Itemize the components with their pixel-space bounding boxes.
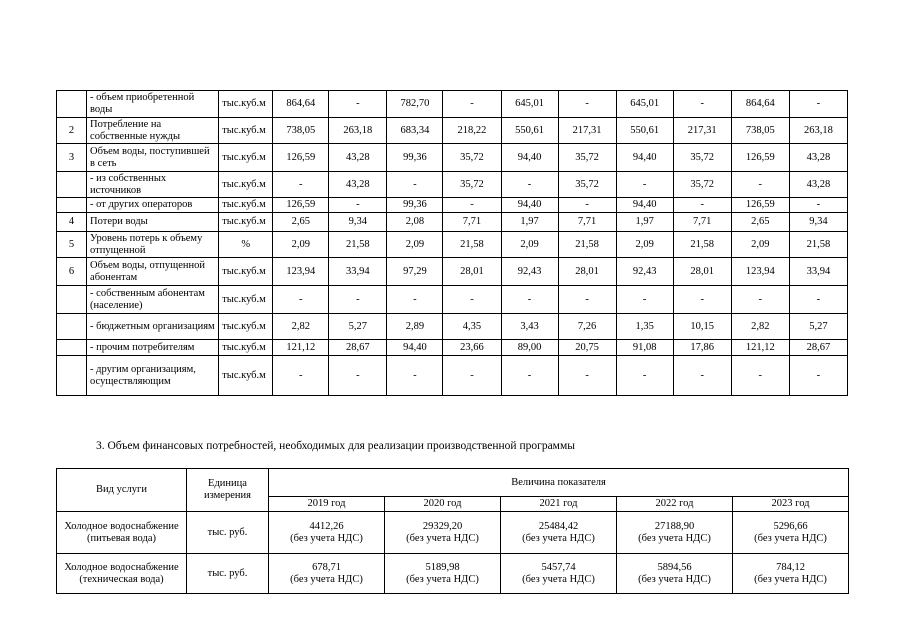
vat-note: (без учета НДС) (638, 573, 711, 585)
value-cell: 126,59 (273, 144, 329, 172)
value-cell: 28,01 (673, 258, 731, 286)
value-cell (501, 512, 617, 554)
value-cell: 35,72 (673, 172, 731, 198)
table-row (57, 91, 848, 118)
value-cell: 94,40 (501, 144, 558, 172)
value-cell: 43,28 (329, 172, 387, 198)
row-number (57, 314, 87, 340)
value-cell: 121,12 (731, 340, 789, 356)
value-cell: - (673, 356, 731, 396)
value-cell: 782,70 (387, 91, 443, 118)
row-name: - собственным абонентам (население) (87, 286, 219, 314)
value-cell: 7,71 (558, 213, 616, 232)
financial-needs-table (56, 468, 849, 594)
amount: 27188,90 (654, 520, 695, 532)
section-title: 3. Объем финансовых потребностей, необходимых для реализации производственной программы (96, 440, 575, 452)
service-name: Холодное водоснабжение (техническая вода) (57, 554, 187, 594)
vat-note: (без учета НДС) (406, 573, 479, 585)
unit-cell: тыс.куб.м (219, 356, 273, 396)
value-cell: 683,34 (387, 118, 443, 144)
value-cell: 23,66 (443, 340, 501, 356)
value-cell (385, 554, 501, 594)
amount: 5894,56 (657, 561, 692, 573)
value-cell: - (329, 286, 387, 314)
value-cell: 4,35 (443, 314, 501, 340)
value-cell: 89,00 (501, 340, 558, 356)
value-cell (617, 512, 733, 554)
unit-cell: тыс.куб.м (219, 340, 273, 356)
value-cell: 35,72 (673, 144, 731, 172)
value-cell: - (789, 91, 847, 118)
vat-note: (без учета НДС) (290, 532, 363, 544)
value-cell: - (501, 356, 558, 396)
unit-cell: % (219, 232, 273, 258)
value-cell: - (443, 198, 501, 213)
year-header: 2022 год (617, 497, 733, 512)
row-number: 2 (57, 118, 87, 144)
value-cell: 123,94 (731, 258, 789, 286)
value-cell (733, 512, 849, 554)
value-cell: 864,64 (731, 91, 789, 118)
value-cell: 5,27 (789, 314, 847, 340)
table-row (57, 213, 848, 232)
value-cell: 217,31 (673, 118, 731, 144)
table-row (57, 198, 848, 213)
value-cell: 43,28 (789, 172, 847, 198)
value-cell: - (731, 172, 789, 198)
amount: 784,12 (776, 561, 805, 573)
unit-cell: тыс.куб.м (219, 314, 273, 340)
unit-cell: тыс. руб. (187, 554, 269, 594)
value-cell: - (731, 356, 789, 396)
value-cell: 17,86 (673, 340, 731, 356)
value-cell: 43,28 (329, 144, 387, 172)
row-name: Объем воды, поступившей в сеть (87, 144, 219, 172)
value-cell: 92,43 (616, 258, 673, 286)
unit-cell: тыс.куб.м (219, 213, 273, 232)
value-cell: 5,27 (329, 314, 387, 340)
table-row (57, 258, 848, 286)
value-cell: 10,15 (673, 314, 731, 340)
value-cell: 2,08 (387, 213, 443, 232)
row-name: Потери воды (87, 213, 219, 232)
header-unit: Единица измерения (187, 469, 269, 512)
value-cell: 97,29 (387, 258, 443, 286)
row-number: 6 (57, 258, 87, 286)
value-cell: 94,40 (501, 198, 558, 213)
value-cell: 7,26 (558, 314, 616, 340)
table-row (57, 118, 848, 144)
value-cell: 864,64 (273, 91, 329, 118)
amount: 29329,20 (422, 520, 463, 532)
value-cell: - (329, 198, 387, 213)
service-name: Холодное водоснабжение (питьевая вода) (57, 512, 187, 554)
value-cell: - (558, 286, 616, 314)
value-cell: - (616, 356, 673, 396)
row-name: - объем приобретенной воды (87, 91, 219, 118)
value-cell: 1,97 (616, 213, 673, 232)
value-cell: 2,09 (501, 232, 558, 258)
row-name: - из собственных источников (87, 172, 219, 198)
row-number (57, 91, 87, 118)
year-header: 2021 год (501, 497, 617, 512)
vat-note: (без учета НДС) (754, 573, 827, 585)
value-cell: - (443, 286, 501, 314)
amount: 25484,42 (538, 520, 579, 532)
value-cell: 2,09 (616, 232, 673, 258)
value-cell: - (673, 286, 731, 314)
value-cell: 550,61 (501, 118, 558, 144)
value-cell: 3,43 (501, 314, 558, 340)
value-cell: 2,89 (387, 314, 443, 340)
value-cell: 2,82 (731, 314, 789, 340)
value-cell: 28,67 (789, 340, 847, 356)
unit-cell: тыс.куб.м (219, 198, 273, 213)
row-name: - от других операторов (87, 198, 219, 213)
value-cell: 1,97 (501, 213, 558, 232)
value-cell: 43,28 (789, 144, 847, 172)
value-cell: 1,35 (616, 314, 673, 340)
row-number (57, 356, 87, 396)
value-cell: 126,59 (731, 144, 789, 172)
value-cell (269, 554, 385, 594)
value-cell: 738,05 (273, 118, 329, 144)
value-cell: 121,12 (273, 340, 329, 356)
value-cell: 7,71 (443, 213, 501, 232)
value-cell: 2,09 (387, 232, 443, 258)
value-cell (501, 554, 617, 594)
value-cell: - (558, 356, 616, 396)
row-name: - прочим потребителям (87, 340, 219, 356)
vat-note: (без учета НДС) (638, 532, 711, 544)
value-cell: 28,01 (558, 258, 616, 286)
value-cell: - (616, 286, 673, 314)
row-number: 3 (57, 144, 87, 172)
value-cell: 33,94 (329, 258, 387, 286)
vat-note: (без учета НДС) (522, 573, 595, 585)
value-cell: - (558, 91, 616, 118)
unit-cell: тыс.куб.м (219, 91, 273, 118)
header-row (57, 469, 849, 497)
value-cell: 126,59 (273, 198, 329, 213)
value-cell: 35,72 (443, 172, 501, 198)
year-header: 2023 год (733, 497, 849, 512)
table-row (57, 512, 849, 554)
value-cell: 20,75 (558, 340, 616, 356)
table-row (57, 232, 848, 258)
table-row (57, 286, 848, 314)
value-cell: 9,34 (329, 213, 387, 232)
value-cell: - (273, 286, 329, 314)
value-cell: 123,94 (273, 258, 329, 286)
value-cell: 21,58 (443, 232, 501, 258)
value-cell: 217,31 (558, 118, 616, 144)
table-row (57, 340, 848, 356)
year-header: 2020 год (385, 497, 501, 512)
value-cell: 21,58 (673, 232, 731, 258)
value-cell: 218,22 (443, 118, 501, 144)
value-cell: 645,01 (501, 91, 558, 118)
row-name: Объем воды, отпущенной абонентам (87, 258, 219, 286)
value-cell: - (387, 356, 443, 396)
unit-cell: тыс.куб.м (219, 258, 273, 286)
unit-cell: тыс.куб.м (219, 172, 273, 198)
row-number: 4 (57, 213, 87, 232)
vat-note: (без учета НДС) (754, 532, 827, 544)
value-cell: 645,01 (616, 91, 673, 118)
year-header: 2019 год (269, 497, 385, 512)
value-cell: - (501, 286, 558, 314)
value-cell: - (673, 198, 731, 213)
row-name: - другим организациям, осуществляющим (87, 356, 219, 396)
value-cell: 2,09 (731, 232, 789, 258)
amount: 5189,98 (425, 561, 460, 573)
value-cell: 2,82 (273, 314, 329, 340)
production-table (56, 90, 848, 396)
value-cell: - (443, 356, 501, 396)
value-cell: - (789, 198, 847, 213)
row-number (57, 198, 87, 213)
table-row (57, 144, 848, 172)
value-cell: 35,72 (558, 144, 616, 172)
value-cell: 91,08 (616, 340, 673, 356)
value-cell: - (731, 286, 789, 314)
value-cell: 738,05 (731, 118, 789, 144)
vat-note: (без учета НДС) (406, 532, 479, 544)
vat-note: (без учета НДС) (522, 532, 595, 544)
table-row (57, 314, 848, 340)
value-cell: 21,58 (329, 232, 387, 258)
amount: 5296,66 (773, 520, 808, 532)
value-cell (269, 512, 385, 554)
value-cell: 21,58 (789, 232, 847, 258)
value-cell: 9,34 (789, 213, 847, 232)
value-cell: 94,40 (616, 198, 673, 213)
value-cell: 7,71 (673, 213, 731, 232)
value-cell: - (329, 356, 387, 396)
vat-note: (без учета НДС) (290, 573, 363, 585)
value-cell (385, 512, 501, 554)
row-number (57, 286, 87, 314)
row-number (57, 340, 87, 356)
unit-cell: тыс. руб. (187, 512, 269, 554)
amount: 4412,26 (309, 520, 344, 532)
value-cell: - (789, 286, 847, 314)
table-row (57, 172, 848, 198)
value-cell: 35,72 (443, 144, 501, 172)
amount: 5457,74 (541, 561, 576, 573)
unit-cell: тыс.куб.м (219, 118, 273, 144)
unit-cell: тыс.куб.м (219, 144, 273, 172)
value-cell: - (273, 356, 329, 396)
value-cell: 263,18 (329, 118, 387, 144)
value-cell: 94,40 (387, 340, 443, 356)
value-cell: 2,65 (273, 213, 329, 232)
value-cell: - (387, 286, 443, 314)
value-cell: - (501, 172, 558, 198)
table-row (57, 356, 848, 396)
value-cell: 126,59 (731, 198, 789, 213)
row-name: - бюджетным организациям (87, 314, 219, 340)
value-cell: - (673, 91, 731, 118)
value-cell (733, 554, 849, 594)
value-cell: - (387, 172, 443, 198)
row-number (57, 172, 87, 198)
table-row (57, 554, 849, 594)
amount: 678,71 (312, 561, 341, 573)
row-number: 5 (57, 232, 87, 258)
value-cell: 550,61 (616, 118, 673, 144)
row-name: Уровень потерь к объему отпущенной (87, 232, 219, 258)
value-cell: 2,09 (273, 232, 329, 258)
value-cell: - (558, 198, 616, 213)
value-cell: 99,36 (387, 144, 443, 172)
value-cell: - (273, 172, 329, 198)
row-name: Потребление на собственные нужды (87, 118, 219, 144)
value-cell: - (789, 356, 847, 396)
value-cell: 263,18 (789, 118, 847, 144)
unit-cell: тыс.куб.м (219, 286, 273, 314)
value-cell: - (616, 172, 673, 198)
value-cell: 28,01 (443, 258, 501, 286)
value-cell (617, 554, 733, 594)
value-cell: 94,40 (616, 144, 673, 172)
value-cell: 35,72 (558, 172, 616, 198)
production-table-body (57, 91, 848, 396)
value-cell: 92,43 (501, 258, 558, 286)
header-value: Величина показателя (269, 469, 849, 497)
value-cell: 33,94 (789, 258, 847, 286)
value-cell: - (329, 91, 387, 118)
value-cell: 99,36 (387, 198, 443, 213)
value-cell: - (443, 91, 501, 118)
value-cell: 21,58 (558, 232, 616, 258)
value-cell: 28,67 (329, 340, 387, 356)
header-service: Вид услуги (57, 469, 187, 512)
value-cell: 2,65 (731, 213, 789, 232)
